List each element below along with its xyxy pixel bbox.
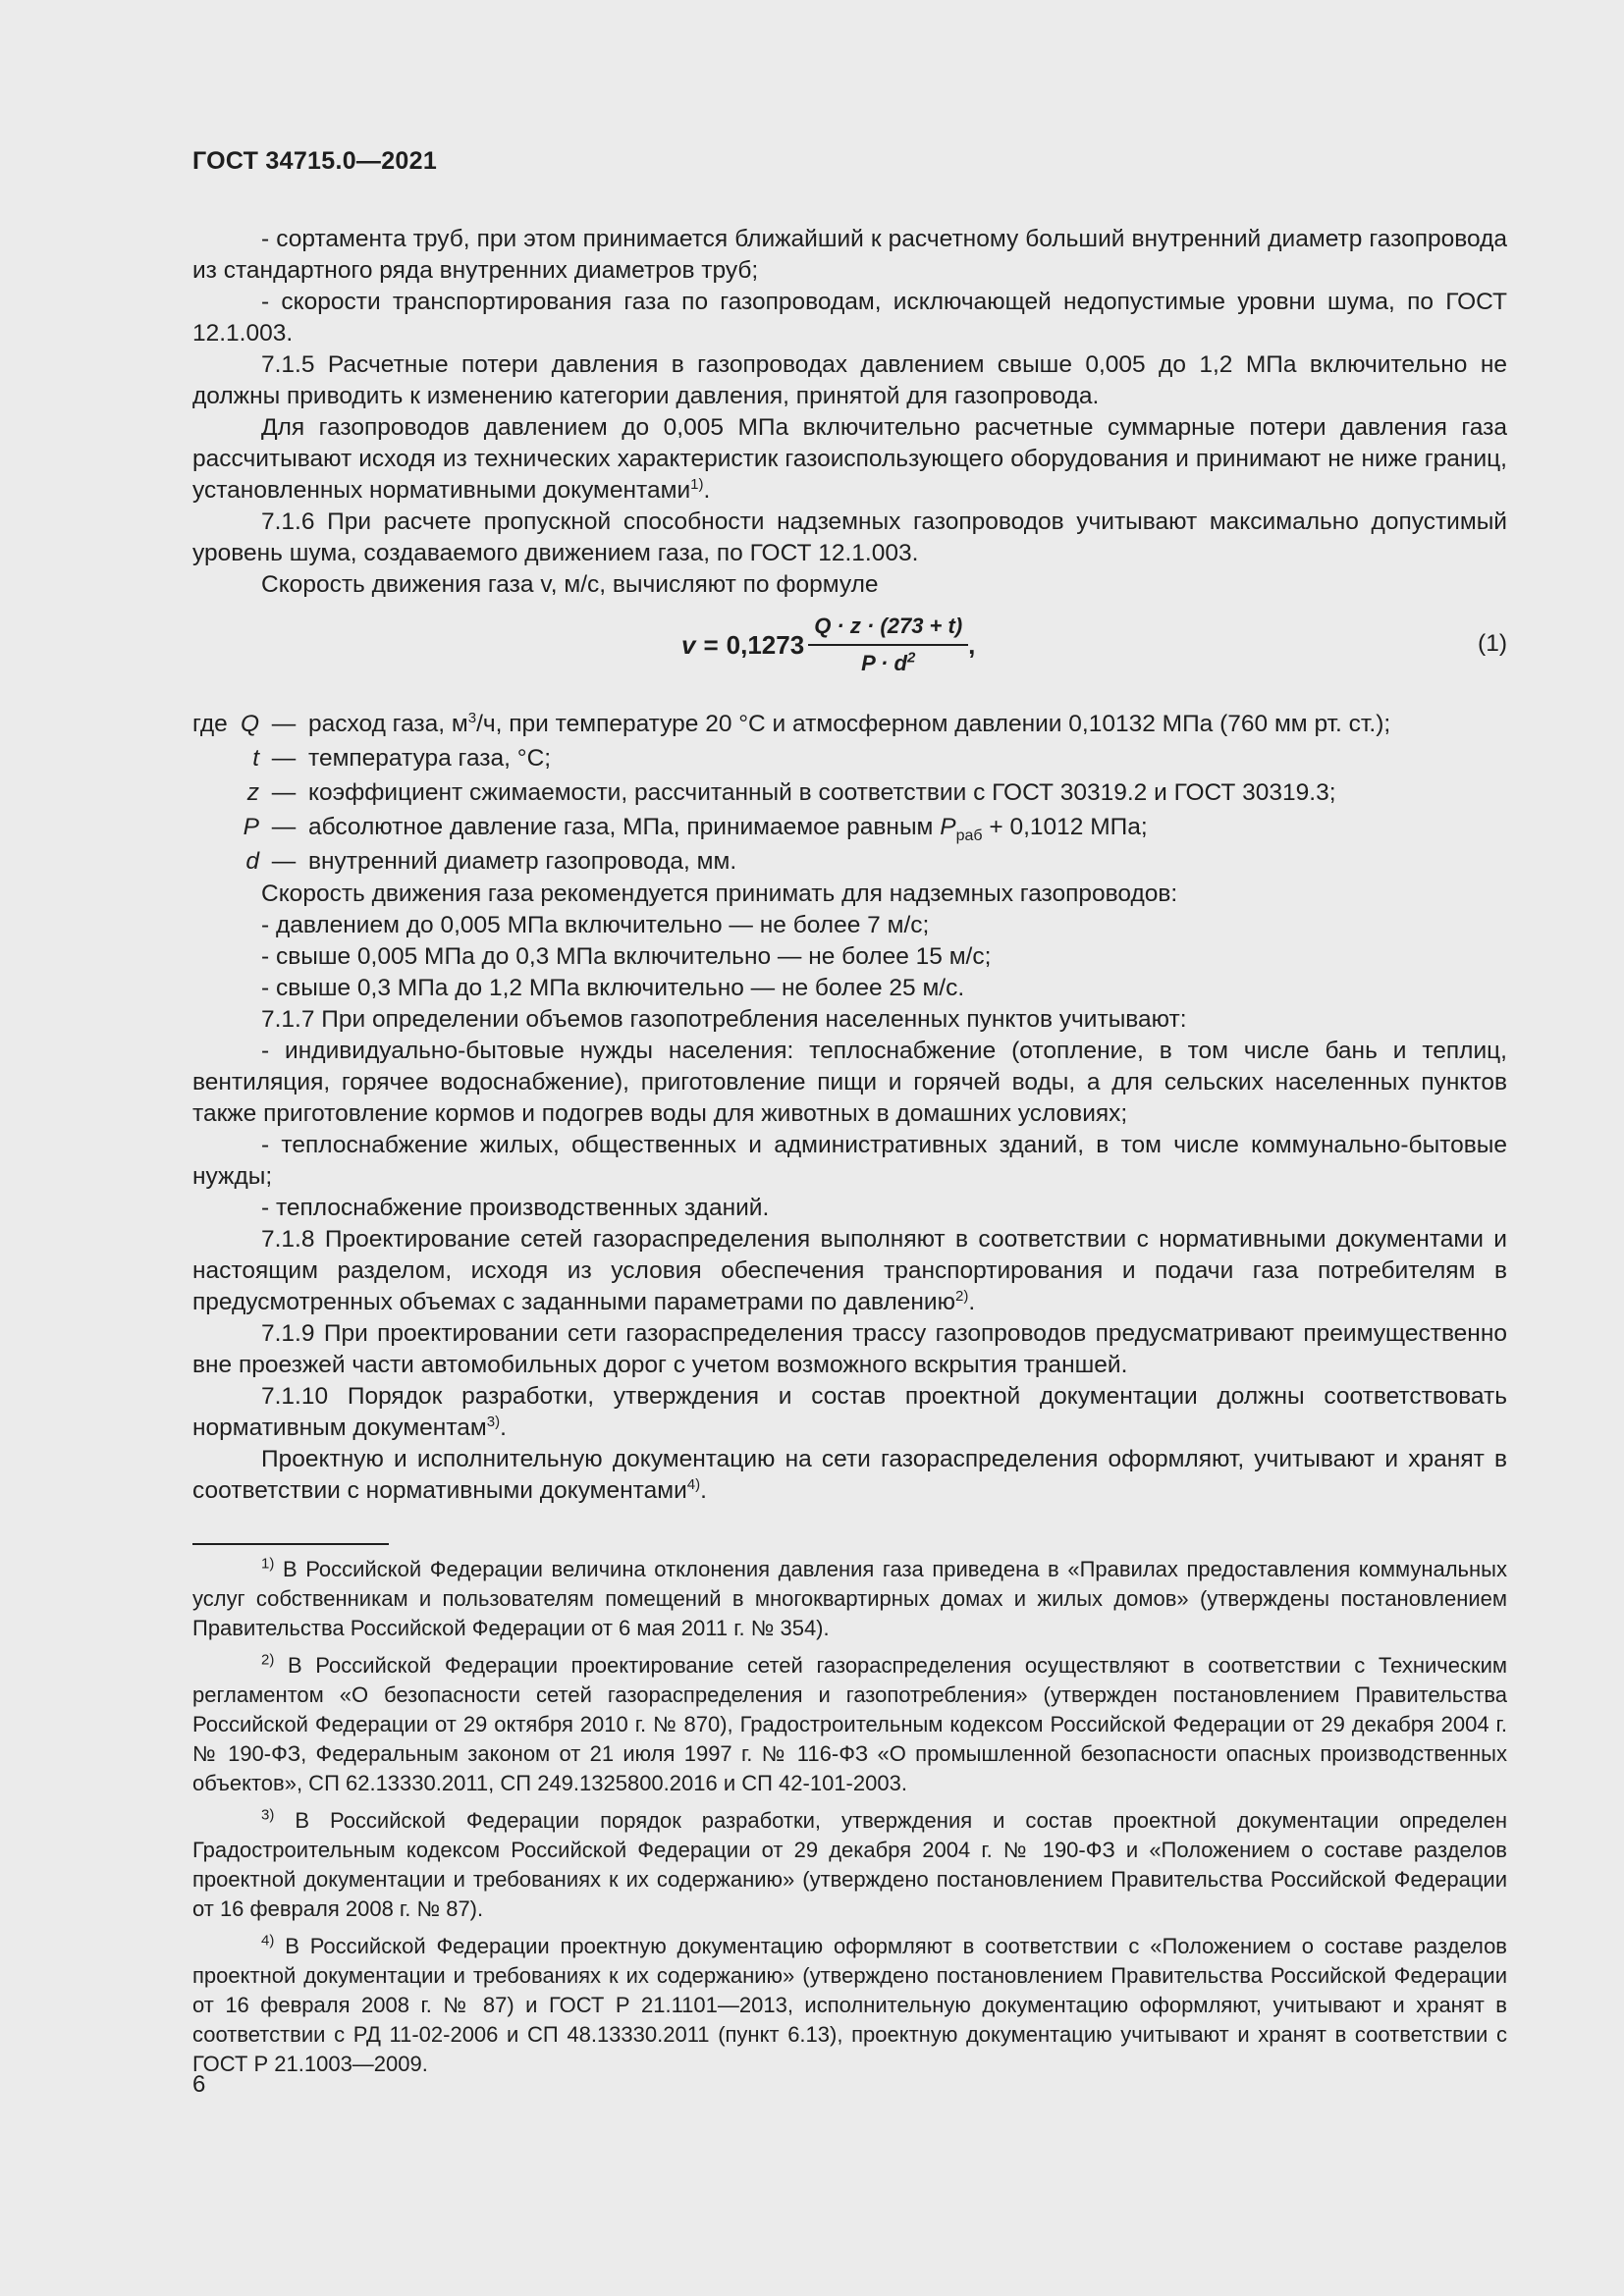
footnote <box>192 1932 1507 2079</box>
punctuation: . <box>500 1415 507 1441</box>
definition-text-part: /ч, при температуре 20 °С и атмосферном давлении 0,10132 МПа (760 мм рт. ст.); <box>476 711 1391 737</box>
definition-symbol: Q <box>240 711 259 737</box>
footnote-ref[interactable]: 1) <box>690 475 704 493</box>
paragraph: - сортамента труб, при этом принимается ближайший к расчетному больший внутренний диаметр газопровода из стандартного ряда внутренних диаметров труб; <box>192 226 1507 284</box>
formula-equals: = <box>703 630 719 660</box>
definition-row <box>192 741 1507 775</box>
footnote-ref[interactable]: 3) <box>486 1413 501 1430</box>
definition-dash: — <box>271 814 297 840</box>
paragraph: - скорости транспортирования газа по газопроводам, исключающей недопустимые уровни шума, по ГОСТ 12.1.003. <box>192 289 1507 347</box>
paragraph: - свыше 0,3 МПа до 1,2 МПа включительно — не более 25 м/с. <box>261 975 965 1001</box>
formula-lhs: v <box>681 630 696 660</box>
paragraph-text: Проектную и исполнительную документацию на сети газораспределения оформляют, учитывают и хранят в соответствии с нормативными документами <box>192 1446 1507 1504</box>
footnote-text: В Российской Федерации величина отклонения давления газа приведена в «Правилах предоставления коммунальных услуг собственникам и пользователям помещений в многоквартирных домах и жилых домов» (утверждены постановлением Правительства Российской Федерации от 6 мая 2011 г. № 354). <box>192 1557 1507 1640</box>
formula-number: (1) <box>1478 630 1507 657</box>
formula-block <box>192 605 1507 707</box>
subscript: раб <box>955 827 983 844</box>
footnote <box>192 1555 1507 1643</box>
paragraph: Скорость движения газа рекомендуется принимать для надземных газопроводов: <box>261 881 1178 907</box>
footnote-mark: 2) <box>261 1651 275 1669</box>
paragraph: - давлением до 0,005 МПа включительно — не более 7 м/с; <box>261 912 930 938</box>
footnote-ref[interactable]: 4) <box>686 1475 701 1493</box>
punctuation: . <box>700 1477 707 1504</box>
superscript: 3 <box>467 709 477 726</box>
definition-text <box>308 707 1507 741</box>
footnote-mark: 4) <box>261 1932 275 1949</box>
definition-dash: — <box>271 711 297 737</box>
formula <box>681 611 975 679</box>
definition-dash: — <box>271 745 297 772</box>
definition-text: температура газа, °С; <box>308 745 552 772</box>
definition-symbol: z <box>246 779 259 806</box>
definition-text <box>308 810 1507 844</box>
paragraph: - индивидуально-бытовые нужды населения: теплоснабжение (отопление, в том числе бань и теплиц, вентиляция, горячее водоснабжение), приготовление пищи и горячей воды, а для сельских населенных пунктов также приготовление кормов и подогрев воды для животных в домашних условиях; <box>192 1038 1507 1127</box>
paragraph: Скорость движения газа v, м/с, вычисляют по формуле <box>261 571 879 598</box>
punctuation: . <box>703 477 711 504</box>
paragraph: - теплоснабжение жилых, общественных и административных зданий, в том числе коммунально-бытовые нужды; <box>192 1132 1507 1190</box>
definition-row <box>192 844 1507 879</box>
footnote-text: В Российской Федерации проектирование сетей газораспределения осуществляют в соответствии с Техническим регламентом «О безопасности сетей газораспределения и газопотребления» (утвержден постановлением Правительства Российской Федерации от 29 октября 2010 г. № 870), Градостроительным кодексом Российской Федерации от 29 декабря 2004 г. № 190-ФЗ, Федеральным законом от 21 июля 1997 г. № 116-ФЗ «О промышленной безопасности опасных производственных объектов», СП 62.13330.2011, СП 249.1325800.2016 и СП 42-101-2003. <box>192 1653 1507 1795</box>
formula-denominator-base: P · d <box>861 651 907 675</box>
definition-text-part: + 0,1012 МПа; <box>982 814 1148 840</box>
formula-denominator <box>861 646 915 679</box>
footnote-ref[interactable]: 2) <box>954 1287 969 1305</box>
definition-symbol-inline: P <box>940 814 956 840</box>
paragraph <box>192 1444 1507 1507</box>
paragraph: 7.1.9 При проектировании сети газораспределения трассу газопроводов предусматривают преимущественно вне проезжей части автомобильных дорог с учетом возможного вскрытия траншей. <box>192 1320 1507 1378</box>
definition-dash: — <box>271 848 297 875</box>
definition-symbol: d <box>245 848 259 875</box>
paragraph: 7.1.5 Расчетные потери давления в газопроводах давлением свыше 0,005 до 1,2 МПа включительно не должны приводить к изменению категории давления, принятой для газопровода. <box>192 351 1507 409</box>
footnote-mark: 1) <box>261 1555 275 1573</box>
footnote-text: В Российской Федерации проектную документацию оформляют в соответствии с «Положением о составе разделов проектной документации и требованиях к их содержанию» (утверждено постановлением Правительства Российской Федерации от 16 февраля 2008 г. № 87) и ГОСТ Р 21.1101—2013, исполнительную документацию оформляют, учитывают и хранят в соответствии с РД 11-02-2006 и СП 48.13330.2011 (пункт 6.13), проектную документацию учитывают и хранят в соответствии с ГОСТ Р 21.1003—2009. <box>192 1934 1507 2076</box>
paragraph: 7.1.7 При определении объемов газопотребления населенных пунктов учитывают: <box>261 1006 1187 1033</box>
formula-trailing-comma: , <box>968 630 976 660</box>
paragraph <box>192 412 1507 507</box>
paragraph: - теплоснабжение производственных зданий. <box>261 1195 770 1221</box>
paragraph-text: 7.1.8 Проектирование сетей газораспределения выполняют в соответствии с нормативными документами и настоящим разделом, исходя из условия обеспечения транспортирования и подачи газа потребителям в предусмотренных объемах с заданными параметрами по давлению <box>192 1226 1507 1315</box>
footnote-text: В Российской Федерации порядок разработки, утверждения и состав проектной документации определен Градостроительным кодексом Российской Федерации от 29 декабря 2004 г. № 190-ФЗ и «Положением о составе разделов проектной документации и требованиях к их содержанию» (утверждено постановлением Правительства Российской Федерации от 16 февраля 2008 г. № 87). <box>192 1808 1507 1921</box>
definition-symbol: t <box>252 745 259 772</box>
footnote <box>192 1651 1507 1798</box>
formula-denominator-exponent: 2 <box>906 649 916 667</box>
footnotes <box>192 1555 1507 2087</box>
paragraph-text: Для газопроводов давлением до 0,005 МПа включительно расчетные суммарные потери давления газа рассчитывают исходя из технических характеристик газоиспользующего оборудования и принимают не ниже границ, установленных нормативными документами <box>192 414 1507 504</box>
paragraph: - свыше 0,005 МПа до 0,3 МПа включительно — не более 15 м/с; <box>261 943 992 970</box>
paragraph <box>192 1224 1507 1318</box>
punctuation: . <box>968 1289 976 1315</box>
formula-definitions <box>192 707 1507 879</box>
formula-numerator: Q · z · (273 + t) <box>808 611 968 646</box>
definition-row <box>192 810 1507 844</box>
definition-row <box>192 707 1507 741</box>
footnote <box>192 1806 1507 1924</box>
definition-text-part: расход газа, м <box>308 711 468 737</box>
document-header: ГОСТ 34715.0—2021 <box>192 147 438 175</box>
definition-dash: — <box>271 779 297 806</box>
page-number: 6 <box>192 2071 206 2098</box>
definition-row <box>192 775 1507 810</box>
definition-where: где <box>192 711 228 737</box>
body-text <box>192 224 1507 1507</box>
definition-text: внутренний диаметр газопровода, мм. <box>308 848 737 875</box>
definition-text: коэффициент сжимаемости, рассчитанный в соответствии с ГОСТ 30319.2 и ГОСТ 30319.3; <box>308 779 1336 806</box>
footnote-separator <box>192 1543 389 1545</box>
footnote-mark: 3) <box>261 1806 275 1824</box>
formula-coefficient: 0,1273 <box>726 630 805 660</box>
paragraph: 7.1.6 При расчете пропускной способности надземных газопроводов учитывают максимально допустимый уровень шума, создаваемого движением газа, по ГОСТ 12.1.003. <box>192 508 1507 566</box>
paragraph-text: 7.1.10 Порядок разработки, утверждения и состав проектной документации должны соответствовать нормативным документам <box>192 1383 1507 1441</box>
formula-fraction <box>808 611 968 679</box>
paragraph <box>192 1381 1507 1444</box>
definition-text-part: абсолютное давление газа, МПа, принимаемое равным <box>308 814 941 840</box>
definition-symbol: P <box>243 814 259 840</box>
